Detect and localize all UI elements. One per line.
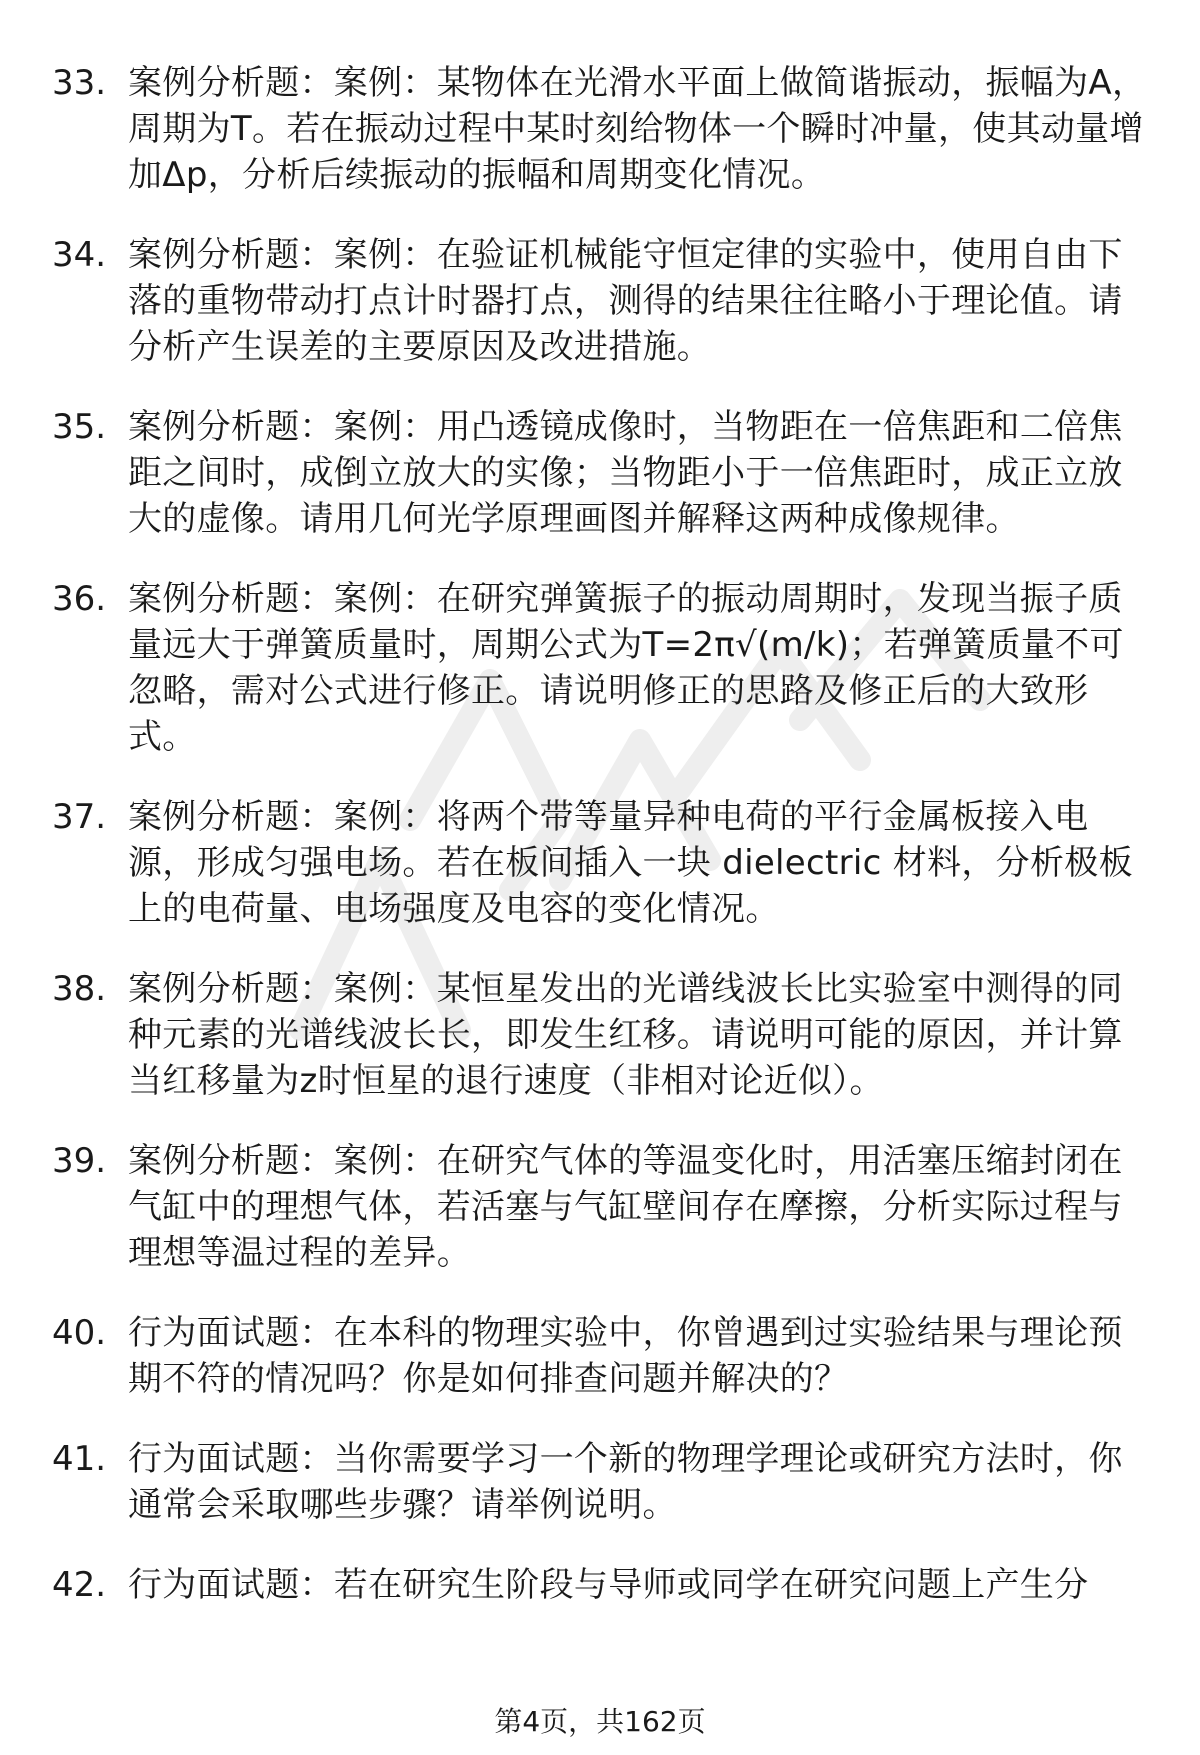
question-item <box>52 966 1152 1104</box>
question-text: 案例分析题：案例：某物体在光滑水平面上做简谐振动，振幅为A，周期为T。若在振动过程中某时刻给物体一个瞬时冲量，使其动量增加Δp，分析后续振动的振幅和周期变化情况。 <box>128 63 1147 195</box>
question-text: 行为面试题：若在研究生阶段与导师或同学在研究问题上产生分 <box>128 1565 1089 1605</box>
question-item <box>52 232 1152 370</box>
question-item <box>52 60 1152 198</box>
question-text: 案例分析题：案例：在研究弹簧振子的振动周期时，发现当振子质量远大于弹簧质量时，周期公式为T=2π√(m/k)；若弹簧质量不可忽略，需对公式进行修正。请说明修正的思路及修正后的大致形式。 <box>128 579 1124 757</box>
question-number: 39. <box>52 1141 107 1181</box>
question-text: 案例分析题：案例：在研究气体的等温变化时，用活塞压缩封闭在气缸中的理想气体，若活塞与气缸壁间存在摩擦，分析实际过程与理想等温过程的差异。 <box>128 1141 1123 1273</box>
question-item <box>52 1138 1152 1276</box>
page-footer: 第4页，共162页 <box>494 1705 706 1738</box>
question-number: 41. <box>52 1439 107 1479</box>
question-number: 33. <box>52 63 107 103</box>
question-text: 行为面试题：当你需要学习一个新的物理学理论或研究方法时，你通常会采取哪些步骤？请举例说明。 <box>128 1439 1123 1525</box>
question-item <box>52 576 1152 760</box>
question-item <box>52 1562 1152 1608</box>
question-item <box>52 404 1152 542</box>
question-number: 38. <box>52 969 107 1009</box>
question-list <box>52 60 1152 1642</box>
question-item <box>52 1436 1152 1528</box>
question-text: 案例分析题：案例：某恒星发出的光谱线波长比实验室中测得的同种元素的光谱线波长长，即发生红移。请说明可能的原因，并计算当红移量为z时恒星的退行速度（非相对论近似）。 <box>128 969 1123 1101</box>
question-number: 40. <box>52 1313 107 1353</box>
question-number: 34. <box>52 235 107 275</box>
question-number: 37. <box>52 797 107 837</box>
question-text: 行为面试题：在本科的物理实验中，你曾遇到过实验结果与理论预期不符的情况吗？你是如何排查问题并解决的？ <box>128 1313 1123 1399</box>
question-item <box>52 1310 1152 1402</box>
question-item <box>52 794 1152 932</box>
question-text: 案例分析题：案例：在验证机械能守恒定律的实验中，使用自由下落的重物带动打点计时器打点，测得的结果往往略小于理论值。请分析产生误差的主要原因及改进措施。 <box>128 235 1123 367</box>
question-number: 42. <box>52 1565 107 1605</box>
question-text: 案例分析题：案例：用凸透镜成像时，当物距在一倍焦距和二倍焦距之间时，成倒立放大的实像；当物距小于一倍焦距时，成正立放大的虚像。请用几何光学原理画图并解释这两种成像规律。 <box>128 407 1123 539</box>
question-number: 35. <box>52 407 107 447</box>
question-text: 案例分析题：案例：将两个带等量异种电荷的平行金属板接入电源，形成匀强电场。若在板间插入一块 dielectric 材料，分析极板上的电荷量、电场强度及电容的变化情况。 <box>128 797 1133 929</box>
question-number: 36. <box>52 579 107 619</box>
